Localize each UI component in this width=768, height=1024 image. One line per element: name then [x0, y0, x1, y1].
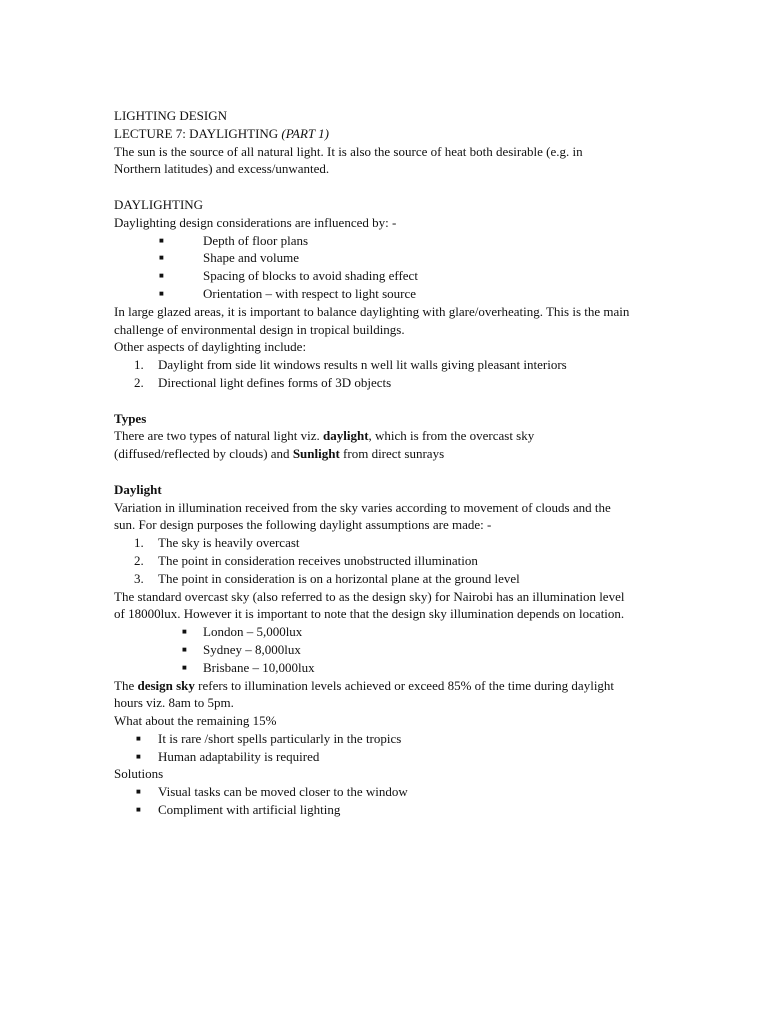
term-sunlight: Sunlight — [292, 446, 340, 462]
list-item: ■ Brisbane – 10,000lux — [182, 659, 315, 675]
design-sky-line-2: hours viz. 8am to 5pm. — [114, 695, 234, 711]
list-item: ■ London – 5,000lux — [182, 624, 303, 640]
intro-line-2: Northern latitudes) and excess/unwanted. — [114, 161, 330, 177]
other-aspects-lead: Other aspects of daylighting include: — [114, 339, 307, 355]
remaining-list — [114, 730, 714, 766]
bullet-marker: ■ — [159, 271, 164, 281]
types-line-1: There are two types of natural light viz. daylight, which is from the overcast sky — [114, 428, 535, 444]
list-item: ■ Depth of floor plans — [159, 232, 309, 248]
list-item: ■ Orientation – with respect to light source — [159, 285, 417, 301]
standard-sky-line-2: of 18000lux. However it is important to note that the design sky illumination depends on location. — [114, 606, 625, 622]
list-item: ■ Spacing of blocks to avoid shading effect — [159, 268, 418, 284]
term-design-sky: design sky — [137, 677, 195, 693]
list-item: ■ Visual tasks can be moved closer to the window — [136, 784, 408, 800]
bullet-marker: ■ — [136, 805, 141, 815]
list-item: ■ Sydney – 8,000lux — [182, 641, 301, 657]
bullet-marker: ■ — [136, 751, 141, 761]
list-item: 2. The point in consideration receives unobstructed illumination — [134, 552, 478, 568]
variation-line-2: sun. For design purposes the following daylight assumptions are made: - — [114, 517, 492, 533]
bullet-marker: ■ — [159, 235, 164, 245]
document-body — [114, 107, 714, 819]
bullet-marker: ■ — [159, 288, 164, 298]
assumptions-list — [114, 534, 714, 587]
bullet-marker: ■ — [182, 627, 187, 637]
aspects-list — [114, 356, 714, 392]
lecture-heading — [114, 125, 714, 143]
glazing-line-2: challenge of environmental design in tropical buildings. — [114, 321, 405, 337]
daylight-heading: Daylight — [114, 481, 162, 497]
daylighting-heading: DAYLIGHTING — [114, 196, 204, 212]
list-item: ■ It is rare /short spells particularly in the tropics — [136, 730, 402, 746]
design-sky-line-1: The design sky refers to illumination levels achieved or exceed 85% of the time during daylight — [114, 677, 615, 693]
list-item: 1. The sky is heavily overcast — [134, 535, 300, 551]
list-item: 3. The point in consideration is on a horizontal plane at the ground level — [134, 570, 520, 586]
list-item: 2. Directional light defines forms of 3D objects — [134, 374, 392, 390]
lecture-title: LECTURE 7: DAYLIGHTING — [114, 125, 282, 141]
document-title: LIGHTING DESIGN — [114, 108, 228, 123]
intro-line-1: The sun is the source of all natural light. It is also the source of heat both desirable (e.g. in — [114, 143, 583, 159]
list-item: ■ Shape and volume — [159, 250, 300, 266]
bullet-marker: ■ — [159, 253, 164, 263]
bullet-marker: ■ — [182, 644, 187, 654]
considerations-lead: Daylighting design considerations are influenced by: - — [114, 214, 397, 230]
solutions-list — [114, 783, 714, 819]
standard-sky-line-1: The standard overcast sky (also referred to as the design sky) for Nairobi has an illumination level — [114, 588, 625, 604]
considerations-list — [114, 232, 714, 303]
remaining-question: What about the remaining 15% — [114, 713, 277, 729]
variation-line-1: Variation in illumination received from the sky varies according to movement of clouds and the — [114, 499, 611, 515]
solutions-label: Solutions — [114, 766, 164, 782]
types-heading: Types — [114, 410, 147, 426]
list-item: ■ Compliment with artificial lighting — [136, 802, 341, 818]
types-line-2: (diffused/reflected by clouds) and Sunlight from direct sunrays — [114, 446, 445, 462]
term-daylight: daylight — [323, 428, 369, 444]
cities-list — [114, 623, 714, 676]
bullet-marker: ■ — [136, 733, 141, 743]
glazing-line-1: In large glazed areas, it is important to balance daylighting with glare/overheating. This is the main — [114, 303, 630, 319]
lecture-part: (PART 1) — [281, 125, 329, 141]
list-item: ■ Human adaptability is required — [136, 748, 320, 764]
bullet-marker: ■ — [136, 787, 141, 797]
list-item: 1. Daylight from side lit windows results n well lit walls giving pleasant interiors — [134, 357, 567, 373]
bullet-marker: ■ — [182, 662, 187, 672]
